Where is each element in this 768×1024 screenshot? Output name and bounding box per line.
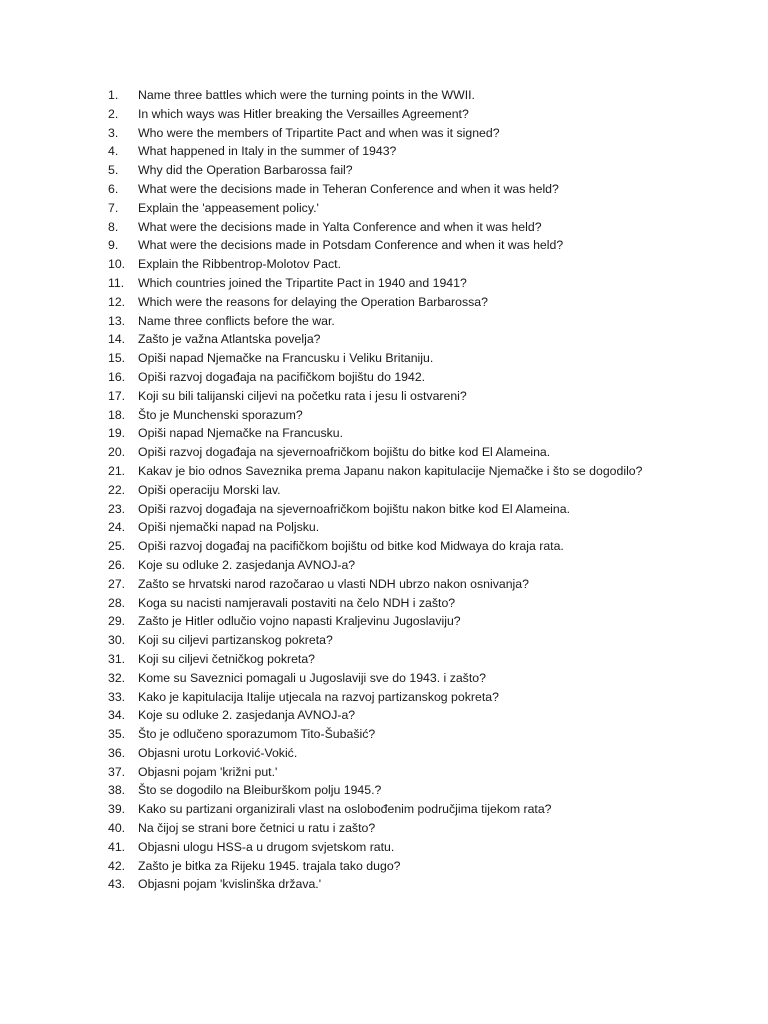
question-item <box>108 387 748 406</box>
question-text: Objasni pojam 'križni put.' <box>138 764 278 779</box>
question-item <box>108 744 748 763</box>
question-item <box>108 481 748 500</box>
question-text: Opiši operaciju Morski lav. <box>138 482 281 497</box>
question-number: 31. <box>108 651 126 666</box>
question-item <box>108 706 748 725</box>
question-text: Why did the Operation Barbarossa fail? <box>138 163 353 178</box>
question-item <box>108 462 748 481</box>
question-number: 14. <box>108 332 126 347</box>
question-number: 18. <box>108 407 126 422</box>
question-item <box>108 800 748 819</box>
question-item <box>108 518 748 537</box>
question-text: Which countries joined the Tripartite Pact in 1940 and 1941? <box>138 275 467 290</box>
question-number: 37. <box>108 764 126 779</box>
question-text: What were the decisions made in Teheran Conference and when it was held? <box>138 181 559 196</box>
question-item <box>108 669 748 688</box>
question-text: Koga su nacisti namjeravali postaviti na čelo NDH i zašto? <box>138 595 456 610</box>
question-text: Koje su odluke 2. zasjedanja AVNOJ-a? <box>138 557 356 572</box>
question-text: Opiši napad Njemačke na Francusku i Veliku Britaniju. <box>138 351 434 366</box>
question-text: Što je odlučeno sporazumom Tito-Šubašić? <box>138 727 376 742</box>
question-number: 39. <box>108 802 126 817</box>
question-number: 15. <box>108 351 126 366</box>
question-number: 3. <box>108 125 119 140</box>
question-number: 28. <box>108 595 126 610</box>
question-text: Objasni ulogu HSS-a u drugom svjetskom ratu. <box>138 839 395 854</box>
question-number: 17. <box>108 388 126 403</box>
question-item <box>108 218 748 237</box>
question-number: 34. <box>108 708 126 723</box>
question-item <box>108 612 748 631</box>
question-item <box>108 575 748 594</box>
question-item <box>108 330 748 349</box>
question-text: Opiši razvoj događaj na pacifičkom bojištu od bitke kod Midwaya do kraja rata. <box>138 539 564 554</box>
question-text: Name three conflicts before the war. <box>138 313 335 328</box>
question-text: Opiši napad Njemačke na Francusku. <box>138 426 344 441</box>
question-item <box>108 781 748 800</box>
question-text: Opiši razvoj događaja na sjevernoafričkom bojištu do bitke kod El Alameina. <box>138 445 551 460</box>
question-item <box>108 86 748 105</box>
question-number: 43. <box>108 877 126 892</box>
question-item <box>108 500 748 519</box>
question-number: 26. <box>108 557 126 572</box>
question-text: Zašto je Hitler odlučio vojno napasti Kraljevinu Jugoslaviju? <box>138 614 461 629</box>
question-text: What were the decisions made in Potsdam Conference and when it was held? <box>138 238 564 253</box>
question-number: 5. <box>108 163 119 178</box>
question-item <box>108 819 748 838</box>
question-text: Opiši razvoj događaja na sjevernoafričkom bojištu nakon bitke kod El Alameina. <box>138 501 570 516</box>
question-item <box>108 443 748 462</box>
question-number: 19. <box>108 426 126 441</box>
question-number: 12. <box>108 294 126 309</box>
question-text: Zašto je bitka za Rijeku 1945. trajala tako dugo? <box>138 858 401 873</box>
question-text: Who were the members of Tripartite Pact and when was it signed? <box>138 125 500 140</box>
question-item <box>108 424 748 443</box>
question-item <box>108 556 748 575</box>
question-item <box>108 124 748 143</box>
question-number: 11. <box>108 275 125 290</box>
question-text: Explain the 'appeasement policy.' <box>138 200 319 215</box>
question-item <box>108 312 748 331</box>
question-number: 42. <box>108 858 126 873</box>
question-text: Explain the Ribbentrop-Molotov Pact. <box>138 257 342 272</box>
question-item <box>108 838 748 857</box>
question-number: 13. <box>108 313 126 328</box>
question-item <box>108 594 748 613</box>
question-item <box>108 688 748 707</box>
question-number: 9. <box>108 238 119 253</box>
question-item <box>108 763 748 782</box>
question-number: 7. <box>108 200 119 215</box>
question-item <box>108 650 748 669</box>
question-number: 1. <box>108 88 119 102</box>
question-item <box>108 293 748 312</box>
question-text: Koji su bili talijanski ciljevi na početku rata i jesu li ostvareni? <box>138 388 467 403</box>
question-number: 23. <box>108 501 126 516</box>
question-number: 24. <box>108 520 126 535</box>
question-item <box>108 857 748 876</box>
question-item <box>108 349 748 368</box>
question-item <box>108 406 748 425</box>
question-number: 32. <box>108 670 126 685</box>
question-item <box>108 236 748 255</box>
question-number: 2. <box>108 106 119 121</box>
question-item <box>108 725 748 744</box>
question-number: 27. <box>108 576 126 591</box>
question-number: 10. <box>108 257 126 272</box>
question-item <box>108 105 748 124</box>
question-text: Objasni pojam 'kvislinška država.' <box>138 877 322 892</box>
question-number: 30. <box>108 633 126 648</box>
question-item <box>108 631 748 650</box>
question-text: Kako je kapitulacija Italije utjecala na razvoj partizanskog pokreta? <box>138 689 499 704</box>
question-number: 33. <box>108 689 126 704</box>
question-list <box>108 86 748 894</box>
question-number: 25. <box>108 539 126 554</box>
question-text: Opiši njemački napad na Poljsku. <box>138 520 320 535</box>
question-item <box>108 199 748 218</box>
question-text: What were the decisions made in Yalta Conference and when it was held? <box>138 219 542 234</box>
question-number: 20. <box>108 445 126 460</box>
question-number: 40. <box>108 821 126 836</box>
question-text: Name three battles which were the turning points in the WWII. <box>138 88 475 102</box>
question-text: Zašto je važna Atlantska povelja? <box>138 332 321 347</box>
question-text: Kakav je bio odnos Saveznika prema Japanu nakon kapitulacije Njemačke i što se dogodilo? <box>138 463 643 478</box>
question-item <box>108 180 748 199</box>
question-text: Zašto se hrvatski narod razočarao u vlasti NDH ubrzo nakon osnivanja? <box>138 576 529 591</box>
question-text: Opiši razvoj događaja na pacifičkom bojištu do 1942. <box>138 369 426 384</box>
question-item <box>108 368 748 387</box>
question-number: 35. <box>108 727 126 742</box>
question-text: Koje su odluke 2. zasjedanja AVNOJ-a? <box>138 708 356 723</box>
question-item <box>108 142 748 161</box>
question-item <box>108 875 748 894</box>
question-number: 41. <box>108 839 126 854</box>
question-number: 16. <box>108 369 126 384</box>
question-item <box>108 161 748 180</box>
question-text: Što je Munchenski sporazum? <box>138 407 303 422</box>
question-text: Što se dogodilo na Bleiburškom polju 1945.? <box>138 783 382 798</box>
question-number: 36. <box>108 745 126 760</box>
question-number: 22. <box>108 482 126 497</box>
question-text: Koji su ciljevi četničkog pokreta? <box>138 651 316 666</box>
question-item <box>108 274 748 293</box>
question-text: Kome su Saveznici pomagali u Jugoslaviji sve do 1943. i zašto? <box>138 670 486 685</box>
question-number: 38. <box>108 783 126 798</box>
question-number: 21. <box>108 463 126 478</box>
question-number: 29. <box>108 614 126 629</box>
question-text: Which were the reasons for delaying the Operation Barbarossa? <box>138 294 488 309</box>
question-number: 4. <box>108 144 119 159</box>
question-item <box>108 255 748 274</box>
question-text: Kako su partizani organizirali vlast na oslobođenim područjima tijekom rata? <box>138 802 552 817</box>
question-text: Koji su ciljevi partizanskog pokreta? <box>138 633 333 648</box>
question-text: In which ways was Hitler breaking the Versailles Agreement? <box>138 106 469 121</box>
question-text: What happened in Italy in the summer of 1943? <box>138 144 397 159</box>
question-number: 8. <box>108 219 119 234</box>
question-item <box>108 537 748 556</box>
question-text: Na čijoj se strani bore četnici u ratu i zašto? <box>138 821 376 836</box>
question-text: Objasni urotu Lorković-Vokić. <box>138 745 298 760</box>
question-number: 6. <box>108 181 119 196</box>
